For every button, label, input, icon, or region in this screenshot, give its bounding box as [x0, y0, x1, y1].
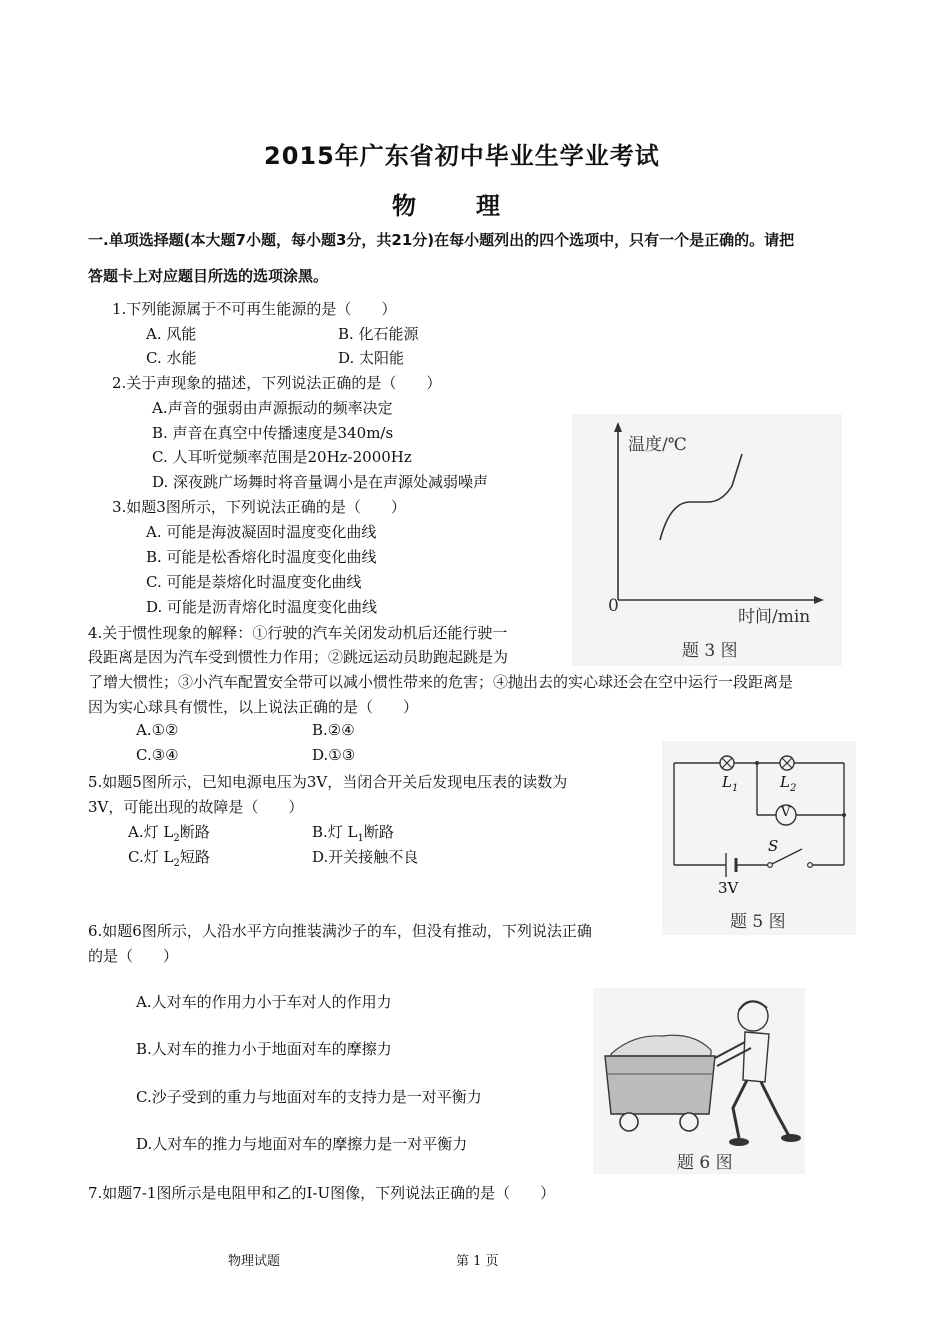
q3-option-c: C. 可能是萘熔化时温度变化曲线 — [146, 573, 362, 591]
figure-3 — [572, 414, 842, 666]
q5-option-c: C.灯 $L_2$短路 — [128, 848, 210, 869]
sand-pile — [611, 1035, 711, 1056]
cart-body — [605, 1056, 715, 1114]
q5-line2: 3V，可能出现的故障是（ ） — [88, 798, 304, 816]
q3-option-a: A. 可能是海波凝固时温度变化曲线 — [146, 523, 377, 541]
figure-5 — [662, 741, 856, 935]
q6-option-d: D.人对车的推力与地面对车的摩擦力是一对平衡力 — [136, 1135, 468, 1153]
q1-option-b: B. 化石能源 — [338, 325, 419, 343]
q7-stem: 7.如题7-1图所示是电阻甲和乙的I-U图像，下列说法正确的是（ ） — [88, 1184, 556, 1202]
subject-title: 物理 — [392, 192, 560, 220]
q4-option-a: A.①② — [136, 721, 179, 739]
q3-option-b: B. 可能是松香熔化时温度变化曲线 — [146, 548, 377, 566]
q1-option-c: C. 水能 — [146, 349, 197, 367]
q4-option-b: B.②④ — [312, 721, 355, 739]
q2-option-b: B. 声音在真空中传播速度是340m/s — [152, 424, 394, 442]
section-header-line1: 一.单项选择题(本大题7小题，每小题3分，共21分)在每小题列出的四个选项中，只有一个是正确的。请把 — [88, 231, 795, 249]
q4-line1: 4.关于惯性现象的解释：①行驶的汽车关闭发动机后还能行驶一 — [88, 624, 508, 642]
section-header-line2: 答题卡上对应题目所选的选项涂黑。 — [88, 267, 329, 285]
q6-option-b: B.人对车的推力小于地面对车的摩擦力 — [136, 1040, 392, 1058]
q2-stem: 2.关于声现象的描述，下列说法正确的是（ ） — [112, 374, 442, 392]
figure-3-xlabel: 时间/min — [738, 607, 811, 627]
q6-line2: 的是（ ） — [88, 947, 179, 965]
figure-3-ylabel: 温度/℃ — [628, 435, 687, 455]
q5-option-b: B.灯 $L_1$断路 — [312, 823, 394, 844]
fig5-l2-label: $L_2$ — [780, 773, 797, 794]
figure-5-circuit — [662, 741, 856, 935]
person-figure — [715, 1001, 801, 1146]
lamp-l2-icon — [780, 756, 794, 770]
q4-line3: 了增大惯性；③小汽车配置安全带可以减小惯性带来的危害；④抛出去的实心球还会在空中运行一段距离是 — [88, 673, 794, 691]
cart-wheel-icon — [680, 1113, 698, 1131]
q5-option-d: D.开关接触不良 — [312, 848, 419, 866]
q1-stem: 1.下列能源属于不可再生能源的是（ ） — [112, 300, 397, 318]
figure-6-caption: 题 6 图 — [677, 1153, 733, 1173]
q5-line1: 5.如题5图所示，已知电源电压为3V，当闭合开关后发现电压表的读数为 — [88, 773, 568, 791]
footer-page-number: 第 1 页 — [456, 1254, 499, 1269]
fig5-s-label: S — [768, 837, 779, 855]
fig5-l1-label: $L_1$ — [722, 773, 739, 794]
q4-option-c: C.③④ — [136, 746, 179, 764]
q4-line2: 段距离是因为汽车受到惯性力作用；②跳远运动员助跑起跳是为 — [88, 648, 509, 666]
q1-option-d: D. 太阳能 — [338, 349, 405, 367]
exam-title: 2015年广东省初中毕业生学业考试 — [264, 142, 660, 170]
figure-3-origin: 0 — [608, 596, 619, 616]
figure-3-graph — [572, 414, 842, 666]
q6-option-c: C.沙子受到的重力与地面对车的支持力是一对平衡力 — [136, 1088, 482, 1106]
figure-6 — [593, 988, 805, 1174]
figure-6-illustration — [593, 988, 805, 1174]
q6-line1: 6.如题6图所示，人沿水平方向推装满沙子的车，但没有推动，下列说法正确 — [88, 922, 592, 940]
fig5-v-label: V — [781, 805, 791, 820]
cart-wheel-icon — [620, 1113, 638, 1131]
q4-line4: 因为实心球具有惯性，以上说法正确的是（ ） — [88, 698, 419, 716]
q3-option-d: D. 可能是沥青熔化时温度变化曲线 — [146, 598, 378, 616]
q2-option-a: A.声音的强弱由声源振动的频率决定 — [152, 399, 393, 417]
q2-option-d: D. 深夜跳广场舞时将音量调小是在声源处减弱噪声 — [152, 473, 489, 491]
q2-option-c: C. 人耳听觉频率范围是20Hz-2000Hz — [152, 448, 412, 466]
figure-5-caption: 题 5 图 — [730, 912, 786, 932]
lamp-l1-icon — [720, 756, 734, 770]
footer-title: 物理试题 — [228, 1254, 281, 1269]
q5-option-a: A.灯 $L_2$断路 — [128, 823, 210, 844]
q6-option-a: A.人对车的作用力小于车对人的作用力 — [136, 993, 392, 1011]
figure-3-caption: 题 3 图 — [682, 641, 738, 661]
q4-option-d: D.①③ — [312, 746, 356, 764]
q3-stem: 3.如题3图所示，下列说法正确的是（ ） — [112, 498, 406, 516]
q1-option-a: A. 风能 — [146, 325, 197, 343]
fig5-voltage-label: 3V — [718, 879, 739, 897]
battery-icon — [726, 853, 736, 877]
